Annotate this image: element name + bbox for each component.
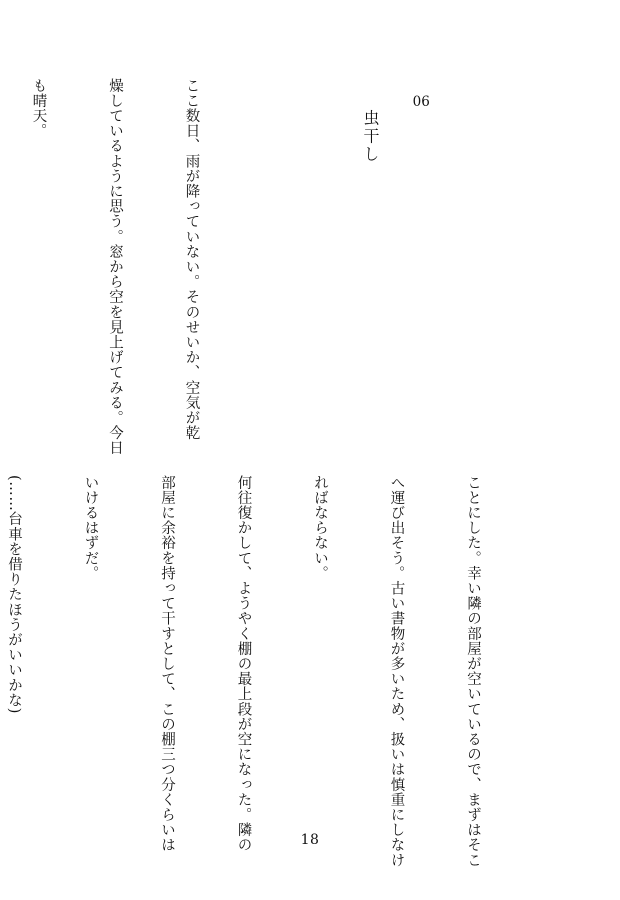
text-line: (……台車を借りたほうがいいかな) (6, 475, 22, 715)
page-number: 18 (300, 832, 320, 848)
text-line: 燥しているように思う。窓から空を見上げてみる。今日 (107, 78, 123, 456)
text-line: へ運び出そう。古い書物が多いため、扱いは慎重にしなけ (388, 475, 405, 868)
text-line: ここ数日、雨が降っていない。そのせいか、空気が乾 (183, 78, 200, 441)
heading-spacer (255, 78, 281, 420)
text-line: ことにした。幸い隣の部屋が空いているので、まずはそこ (465, 475, 481, 868)
upper-text-block (30, 78, 536, 456)
chapter-title: 虫干し (361, 109, 380, 164)
chapter-number: 06 (412, 94, 430, 110)
text-line: 部屋に余裕を持って干すとして、この棚三つ分くらいは (159, 475, 175, 853)
text-line: いけるはずだ。 (82, 475, 99, 581)
text-line: 何往復かして、ようやく棚の最上段が空になった。隣の (235, 475, 252, 853)
text-line: ればならない。 (312, 475, 328, 581)
chapter-heading (331, 78, 485, 420)
text-line: も晴天。 (30, 78, 47, 139)
